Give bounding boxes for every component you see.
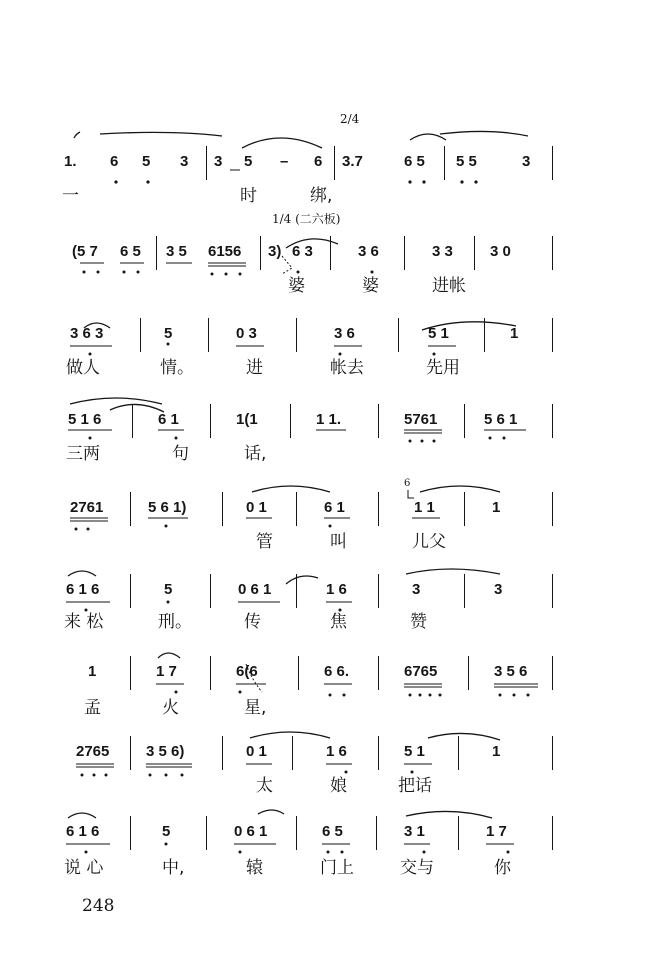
lyric: 话, bbox=[244, 444, 267, 464]
barline bbox=[290, 404, 291, 438]
slurs-and-dots bbox=[0, 470, 660, 570]
note: 3 bbox=[214, 153, 223, 170]
lyric: 你 bbox=[494, 858, 511, 878]
barline bbox=[552, 146, 553, 180]
note: 5 1 bbox=[428, 325, 449, 342]
dash: – bbox=[280, 153, 289, 170]
barline bbox=[334, 146, 335, 180]
barline bbox=[222, 492, 223, 526]
lyric: 来 松 bbox=[64, 612, 104, 632]
note: 5 6 1) bbox=[148, 499, 187, 516]
note: 5 bbox=[164, 325, 173, 342]
note: 3 bbox=[522, 153, 531, 170]
note: 6 3 bbox=[292, 243, 313, 260]
note: 6 5 bbox=[322, 823, 343, 840]
lyric: 说 心 bbox=[64, 858, 104, 878]
note: 6765 bbox=[404, 663, 438, 680]
note: 2765 bbox=[76, 743, 110, 760]
barline bbox=[298, 656, 299, 690]
note: 6 6. bbox=[324, 663, 350, 680]
lyric: 做人 bbox=[66, 358, 100, 378]
note: 1 7 bbox=[486, 823, 507, 840]
barline bbox=[210, 656, 211, 690]
barline bbox=[130, 816, 131, 850]
lyric: 火 bbox=[162, 698, 179, 718]
note: 3 5 bbox=[166, 243, 187, 260]
lyric: 帐去 bbox=[330, 358, 364, 378]
barline bbox=[206, 146, 207, 180]
note: 3 3 bbox=[432, 243, 453, 260]
note: 6 1 6 bbox=[66, 581, 100, 598]
lyric: 进 bbox=[246, 358, 263, 378]
note: 1. bbox=[64, 153, 77, 170]
note: 3 6 3 bbox=[70, 325, 104, 342]
note: 0 6 1 bbox=[238, 581, 272, 598]
barline bbox=[552, 404, 553, 438]
note: 3 bbox=[412, 581, 421, 598]
barline bbox=[458, 816, 459, 850]
note: 0 6 1 bbox=[234, 823, 268, 840]
note: 1 bbox=[492, 743, 501, 760]
note: 5 bbox=[142, 153, 151, 170]
lyric: 时 bbox=[240, 186, 257, 206]
note: 6 1 bbox=[158, 411, 179, 428]
barline bbox=[378, 404, 379, 438]
note: 6 bbox=[314, 153, 323, 170]
barline bbox=[206, 816, 207, 850]
lyric: 儿父 bbox=[412, 532, 446, 552]
note: 2761 bbox=[70, 499, 104, 516]
note: 1 6 bbox=[326, 743, 347, 760]
barline bbox=[222, 736, 223, 770]
note: 3 bbox=[494, 581, 503, 598]
barline bbox=[292, 736, 293, 770]
note: 5 bbox=[162, 823, 171, 840]
note: 5 1 bbox=[404, 743, 425, 760]
barline bbox=[464, 404, 465, 438]
note: 3.7 bbox=[342, 153, 363, 170]
tempo-annotation: 1/4 (二六板) bbox=[272, 212, 341, 226]
barline bbox=[132, 404, 133, 438]
barline bbox=[296, 318, 297, 352]
barline bbox=[296, 816, 297, 850]
slurs-and-dots bbox=[0, 800, 660, 900]
slurs-and-dots bbox=[0, 382, 660, 482]
note: 3 6 bbox=[358, 243, 379, 260]
note: 5 5 bbox=[456, 153, 477, 170]
barline bbox=[210, 574, 211, 608]
note: 3 5 6) bbox=[146, 743, 185, 760]
lyric: 句 bbox=[172, 444, 189, 464]
note: 0 3 bbox=[236, 325, 257, 342]
note: 1 bbox=[88, 663, 97, 680]
lyric: 管 bbox=[256, 532, 273, 552]
grace-note: 6 bbox=[404, 478, 411, 489]
note: 6 5 bbox=[404, 153, 425, 170]
lyric: 娘 bbox=[330, 776, 347, 796]
note: 5 bbox=[164, 581, 173, 598]
barline bbox=[130, 492, 131, 526]
note: 5 6 1 bbox=[484, 411, 518, 428]
barline bbox=[140, 318, 141, 352]
barline bbox=[444, 146, 445, 180]
barline bbox=[296, 492, 297, 526]
barline bbox=[296, 574, 297, 608]
lyric: 情。 bbox=[160, 358, 194, 378]
score-line-2 bbox=[0, 208, 660, 308]
lyric: 辕 bbox=[246, 858, 263, 878]
note: 5 1 6 bbox=[68, 411, 102, 428]
lyric: 中, bbox=[162, 858, 185, 878]
note: 3 6 bbox=[334, 325, 355, 342]
barline bbox=[552, 736, 553, 770]
lyric: 太 bbox=[256, 776, 273, 796]
note: (5 7 bbox=[72, 243, 98, 260]
lyric: 先用 bbox=[426, 358, 460, 378]
barline bbox=[210, 404, 211, 438]
note: 0 1 bbox=[246, 499, 267, 516]
barline bbox=[552, 318, 553, 352]
note: 6(6 bbox=[236, 663, 258, 680]
note: 1 bbox=[510, 325, 519, 342]
barline bbox=[130, 574, 131, 608]
barline bbox=[464, 492, 465, 526]
note: 3) bbox=[268, 243, 282, 260]
lyric: 绑, bbox=[310, 186, 333, 206]
barline bbox=[260, 236, 261, 270]
lyric: 星, bbox=[244, 698, 267, 718]
lyric: 传 bbox=[244, 612, 261, 632]
note: 6 1 bbox=[324, 499, 345, 516]
lyric: 婆 bbox=[362, 276, 379, 296]
lyric: 交与 bbox=[400, 858, 434, 878]
note: 1 1. bbox=[316, 411, 342, 428]
barline bbox=[130, 736, 131, 770]
score-line-1 bbox=[0, 108, 660, 208]
note: 5761 bbox=[404, 411, 438, 428]
lyric: 焦 bbox=[330, 612, 347, 632]
time-signature: 2/4 bbox=[340, 112, 360, 126]
score-line-5 bbox=[0, 470, 660, 570]
barline bbox=[552, 656, 553, 690]
lyric: 孟 bbox=[84, 698, 101, 718]
note: 6156 bbox=[208, 243, 242, 260]
note: 3 5 6 bbox=[494, 663, 528, 680]
barline bbox=[464, 574, 465, 608]
score-line-9 bbox=[0, 800, 660, 900]
note: 0 1 bbox=[246, 743, 267, 760]
barline bbox=[552, 492, 553, 526]
barline bbox=[378, 492, 379, 526]
barline bbox=[468, 656, 469, 690]
note: 1 1 bbox=[414, 499, 435, 516]
score-line-4 bbox=[0, 382, 660, 482]
barline bbox=[552, 816, 553, 850]
barline bbox=[552, 236, 553, 270]
barline bbox=[208, 318, 209, 352]
slurs-and-dots bbox=[0, 296, 660, 396]
lyric: 刑。 bbox=[158, 612, 192, 632]
lyric: 三两 bbox=[66, 444, 100, 464]
lyric: 把话 bbox=[398, 776, 432, 796]
note: 3 1 bbox=[404, 823, 425, 840]
note: 1 bbox=[492, 499, 501, 516]
barline bbox=[552, 574, 553, 608]
barline bbox=[458, 736, 459, 770]
note: 5 bbox=[244, 153, 253, 170]
barline bbox=[378, 574, 379, 608]
note: 1 6 bbox=[326, 581, 347, 598]
lyric: 叫 bbox=[330, 532, 347, 552]
barline bbox=[404, 236, 405, 270]
barline bbox=[156, 236, 157, 270]
note: 6 bbox=[110, 153, 119, 170]
note: 1(1 bbox=[236, 411, 258, 428]
note: 6 5 bbox=[120, 243, 141, 260]
note: 6 1 6 bbox=[66, 823, 100, 840]
lyric: 一 bbox=[62, 186, 79, 206]
barline bbox=[378, 736, 379, 770]
lyric: 门上 bbox=[320, 858, 354, 878]
lyric: 赞 bbox=[410, 612, 427, 632]
note: 1 7 bbox=[156, 663, 177, 680]
page-number: 248 bbox=[82, 896, 115, 916]
barline bbox=[474, 236, 475, 270]
barline bbox=[398, 318, 399, 352]
barline bbox=[378, 656, 379, 690]
barline bbox=[484, 318, 485, 352]
barline bbox=[330, 236, 331, 270]
note: 3 bbox=[180, 153, 189, 170]
note: 3 0 bbox=[490, 243, 511, 260]
lyric: 进帐 bbox=[432, 276, 466, 296]
barline bbox=[130, 656, 131, 690]
barline bbox=[376, 816, 377, 850]
lyric: 婆 bbox=[288, 276, 305, 296]
score-line-3 bbox=[0, 296, 660, 396]
